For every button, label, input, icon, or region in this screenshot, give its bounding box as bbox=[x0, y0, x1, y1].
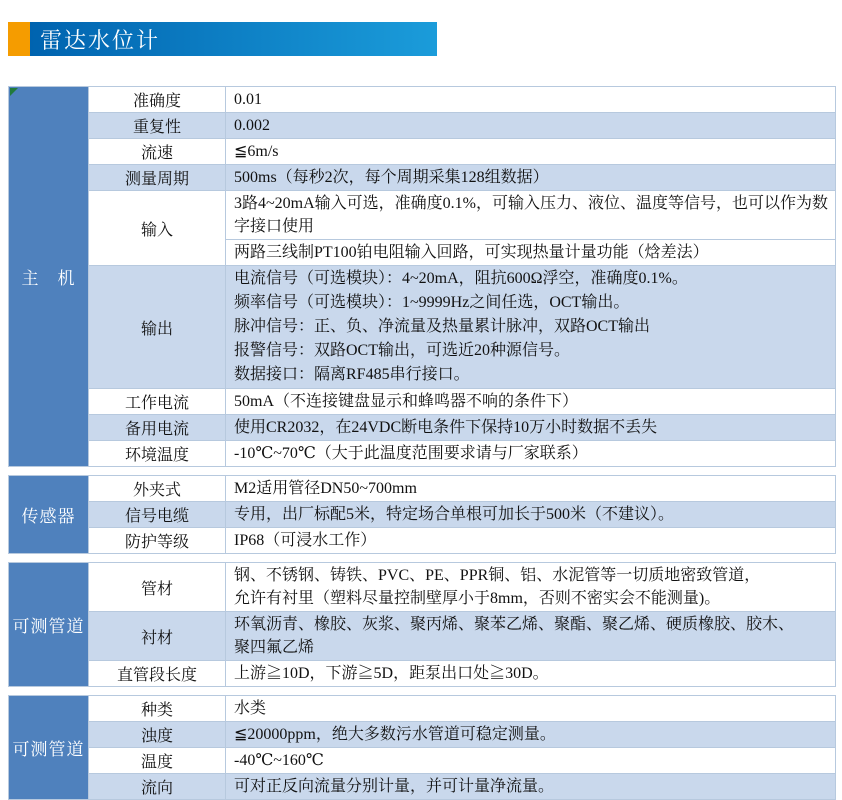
spec-value-multiline bbox=[226, 563, 836, 612]
spec-label: 管材 bbox=[89, 563, 226, 612]
spec-value-line: 钢、不锈钢、铸铁、PVC、PE、PPR铜、铝、水泥管等一切质地密致管道， bbox=[234, 567, 761, 584]
spec-label: 种类 bbox=[89, 696, 226, 722]
spec-value-line: 报警信号：双路OCT输出，可选近20种源信号。 bbox=[234, 342, 571, 359]
spec-value: 0.01 bbox=[226, 87, 836, 113]
spec-value: 水类 bbox=[226, 696, 836, 722]
spec-label: 备用电流 bbox=[89, 415, 226, 441]
spec-label: 工作电流 bbox=[89, 389, 226, 415]
spec-value: ≦20000ppm，绝大多数污水管道可稳定测量。 bbox=[226, 722, 836, 748]
spec-tables bbox=[8, 86, 835, 800]
spec-value: 使用CR2032，在24VDC断电条件下保持10万小时数据不丢失 bbox=[226, 415, 836, 441]
spec-value-multiline bbox=[226, 266, 836, 389]
spec-value-line: 电流信号（可选模块）：4~20mA，阻抗600Ω浮空，准确度0.1%。 bbox=[234, 270, 688, 287]
spec-label: 测量周期 bbox=[89, 165, 226, 191]
spec-table-pipes bbox=[8, 562, 836, 687]
spec-value-line: 数据接口：隔离RF485串行接口。 bbox=[234, 366, 470, 383]
spec-value: 500ms（每秒2次，每个周期采集128组数据） bbox=[226, 165, 836, 191]
spec-value-line: 允许有衬里（塑料尽量控制壁厚小于8mm，否则不密实会不能测量)。 bbox=[234, 590, 721, 607]
spec-table-medium bbox=[8, 695, 836, 800]
spec-value: 上游≧10D，下游≧5D，距泵出口处≧30D。 bbox=[226, 661, 836, 687]
spec-value: M2适用管径DN50~700mm bbox=[226, 476, 836, 502]
spec-value: IP68（可浸水工作） bbox=[226, 528, 836, 554]
spec-label: 环境温度 bbox=[89, 441, 226, 467]
spec-value: 两路三线制PT100铂电阻输入回路，可实现热量计量功能（焓差法） bbox=[226, 240, 836, 266]
page-title: 雷达水位计 bbox=[40, 27, 161, 53]
spec-value: ≦6m/s bbox=[226, 139, 836, 165]
spec-label: 防护等级 bbox=[89, 528, 226, 554]
spec-label: 浊度 bbox=[89, 722, 226, 748]
spec-label: 流速 bbox=[89, 139, 226, 165]
spec-value-line: 聚四氟乙烯 bbox=[234, 639, 315, 656]
section-label-cell bbox=[9, 696, 89, 800]
section-label: 可测管道 bbox=[12, 740, 85, 759]
spec-value-line: 脉冲信号：正、负、净流量及热量累计脉冲，双路OCT输出 bbox=[234, 318, 651, 335]
section-label: 主 机 bbox=[21, 269, 76, 288]
section-label: 可测管道 bbox=[12, 617, 85, 636]
orange-accent-block bbox=[8, 22, 30, 56]
section-label-cell bbox=[9, 563, 89, 687]
spec-value-multiline bbox=[226, 612, 836, 661]
section-label: 传感器 bbox=[21, 507, 76, 526]
section-label-cell bbox=[9, 476, 89, 554]
spec-label: 外夹式 bbox=[89, 476, 226, 502]
spec-value: 可对正反向流量分别计量，并可计量净流量。 bbox=[226, 774, 836, 800]
spec-value: 专用，出厂标配5米，特定场合单根可加长于500米（不建议）。 bbox=[226, 502, 836, 528]
spec-value: -10℃~70℃（大于此温度范围要求请与厂家联系） bbox=[226, 441, 836, 467]
spec-label: 直管段长度 bbox=[89, 661, 226, 687]
spec-label: 输入 bbox=[89, 191, 226, 266]
comment-marker-triangle-icon bbox=[10, 88, 18, 96]
spec-value: -40℃~160℃ bbox=[226, 748, 836, 774]
spec-label: 信号电缆 bbox=[89, 502, 226, 528]
spec-label: 温度 bbox=[89, 748, 226, 774]
banner-gradient-strip bbox=[30, 22, 437, 56]
spec-label: 输出 bbox=[89, 266, 226, 389]
spec-table-main-unit bbox=[8, 86, 836, 467]
spec-value: 3路4~20mA输入可选，准确度0.1%，可输入压力、液位、温度等信号，也可以作为数字接口使用 bbox=[226, 191, 836, 240]
page-title-banner bbox=[8, 22, 437, 56]
spec-label: 准确度 bbox=[89, 87, 226, 113]
spec-label: 衬材 bbox=[89, 612, 226, 661]
spec-value-line: 频率信号（可选模块）：1~9999Hz之间任选，OCT输出。 bbox=[234, 294, 630, 311]
spec-label: 重复性 bbox=[89, 113, 226, 139]
spec-value-line: 环氧沥青、橡胶、灰浆、聚丙烯、聚苯乙烯、聚酯、聚乙烯、硬质橡胶、胶木、 bbox=[234, 616, 795, 633]
spec-table-sensor bbox=[8, 475, 836, 554]
spec-value: 0.002 bbox=[226, 113, 836, 139]
spec-label: 流向 bbox=[89, 774, 226, 800]
section-label-cell bbox=[9, 87, 89, 467]
spec-value: 50mA（不连接键盘显示和蜂鸣器不响的条件下） bbox=[226, 389, 836, 415]
